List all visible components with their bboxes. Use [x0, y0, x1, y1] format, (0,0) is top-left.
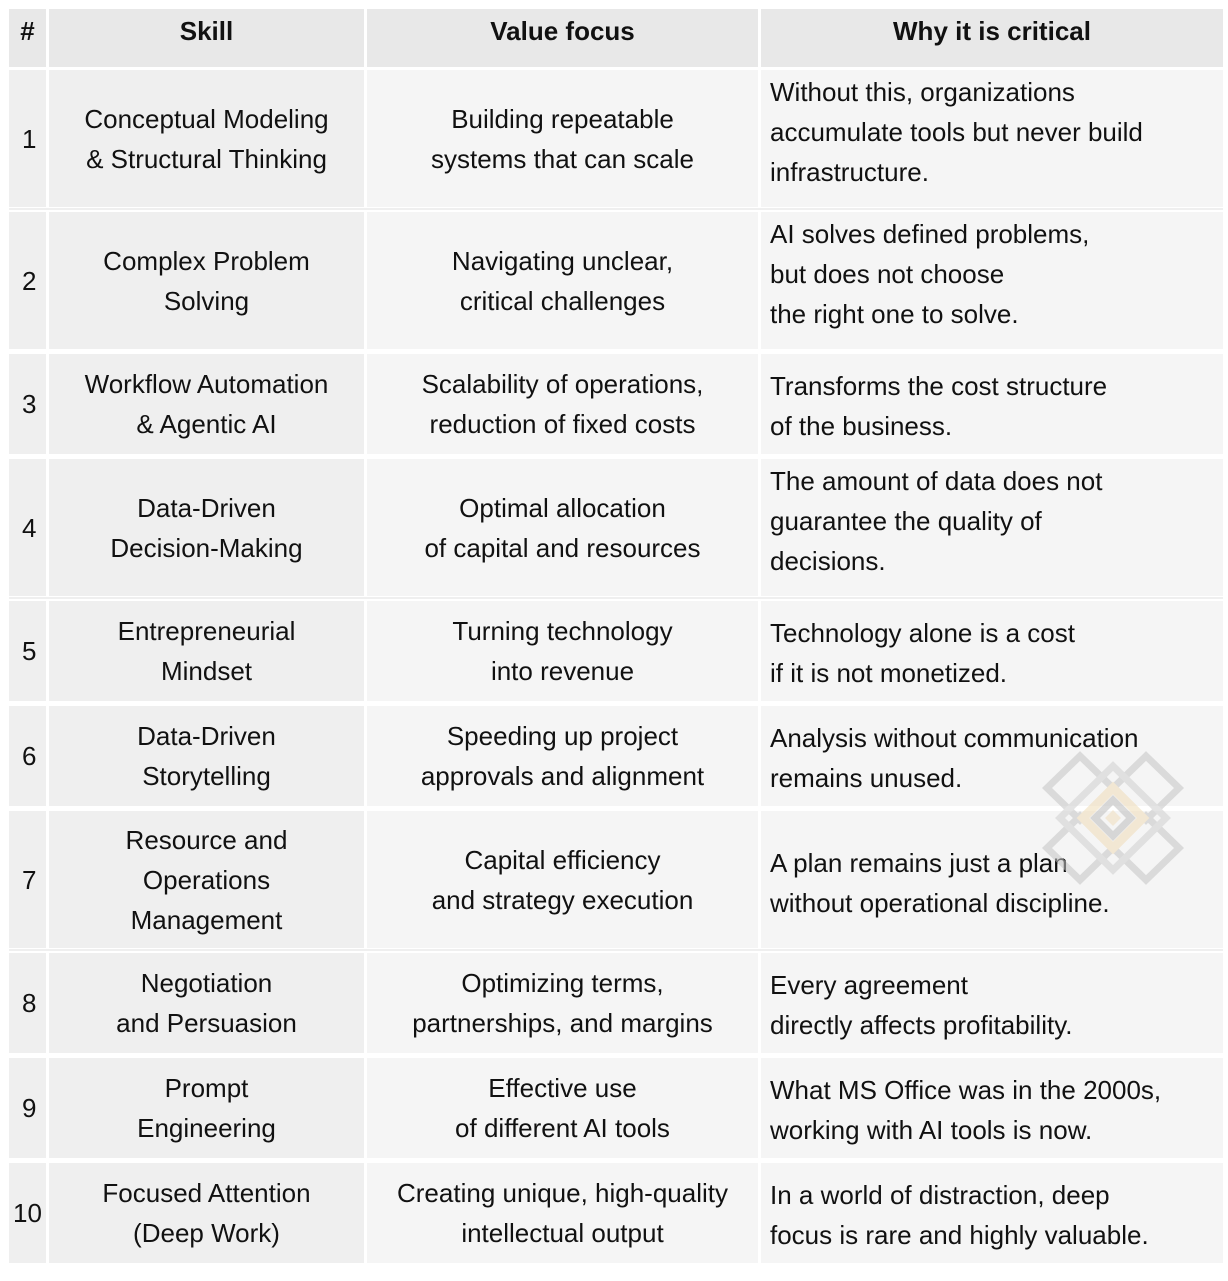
row-number: 9 — [9, 1058, 46, 1158]
why-critical-cell-line: Without this, organizations — [770, 77, 1075, 107]
skill-cell-line: Focused Attention — [102, 1178, 311, 1208]
why-critical-cell-line: accumulate tools but never build — [770, 117, 1143, 147]
value-focus-cell-line: reduction of fixed costs — [429, 409, 696, 439]
skill-cell — [49, 811, 364, 948]
value-focus-cell-line: Optimal allocation — [459, 492, 666, 523]
value-focus-cell — [367, 1163, 758, 1263]
skill-cell-line: & Structural Thinking — [86, 143, 327, 174]
skill-cell-line: Prompt — [164, 1073, 249, 1103]
value-focus-cell-line: Creating unique, high-quality — [397, 1178, 728, 1208]
value-focus-cell-line: intellectual output — [461, 1218, 664, 1248]
why-critical-cell — [761, 953, 1223, 1053]
value-focus-cell-line: Speeding up project — [446, 721, 679, 751]
skill-cell-line: Management — [130, 904, 283, 935]
skill-cell-line: (Deep Work) — [133, 1218, 280, 1248]
why-critical-cell-line: without operational discipline. — [770, 888, 1110, 918]
why-critical-cell-line: Analysis without communication — [770, 723, 1139, 753]
why-critical-cell-line: Technology alone is a cost — [770, 618, 1075, 648]
why-critical-cell — [761, 706, 1223, 806]
skills-table — [9, 9, 1220, 1263]
header-value-focus: Value focus — [367, 9, 758, 70]
value-focus-cell — [367, 811, 758, 948]
header-number: # — [9, 9, 46, 70]
row-number: 1 — [9, 70, 46, 207]
row-number: 3 — [9, 354, 46, 454]
why-critical-cell — [761, 811, 1223, 948]
value-focus-cell-line: Navigating unclear, — [451, 245, 674, 276]
skill-cell-line: and Persuasion — [116, 1008, 297, 1038]
skill-cell — [49, 354, 364, 454]
why-critical-cell-line: The amount of data does not — [770, 466, 1103, 496]
value-focus-cell-line: and strategy execution — [431, 884, 694, 915]
skill-cell-line: Resource and — [125, 824, 288, 855]
value-focus-cell — [367, 953, 758, 1053]
value-focus-cell-line: Effective use — [488, 1073, 637, 1103]
skill-cell-line: Negotiation — [140, 968, 273, 998]
why-critical-cell-line: directly affects profitability. — [770, 1010, 1073, 1040]
why-critical-cell — [761, 70, 1223, 207]
skill-cell-line: Engineering — [137, 1113, 276, 1143]
value-focus-cell-line: systems that can scale — [431, 143, 694, 174]
skill-cell-line: Data-Driven — [137, 721, 276, 751]
why-critical-cell-line: working with AI tools is now. — [770, 1115, 1093, 1145]
why-critical-cell-line: decisions. — [770, 546, 886, 576]
skill-cell — [49, 212, 364, 349]
skill-cell — [49, 706, 364, 806]
why-critical-cell — [761, 1058, 1223, 1158]
skill-cell-line: Conceptual Modeling — [84, 103, 329, 134]
header-skill: Skill — [49, 9, 364, 70]
skill-cell-line: Complex Problem — [103, 245, 310, 276]
row-number: 7 — [9, 811, 46, 948]
value-focus-cell — [367, 354, 758, 454]
why-critical-cell-line: guarantee the quality of — [770, 506, 1042, 536]
why-critical-cell-line: of the business. — [770, 411, 953, 441]
row-divider — [9, 1053, 1223, 1058]
why-critical-cell — [761, 459, 1223, 596]
value-focus-cell-line: critical challenges — [459, 285, 666, 316]
row-divider — [9, 1158, 1223, 1163]
row-number: 2 — [9, 212, 46, 349]
row-number: 4 — [9, 459, 46, 596]
row-divider — [9, 806, 1223, 811]
why-critical-cell-line: AI solves defined problems, — [770, 219, 1090, 249]
why-critical-cell-line: if it is not monetized. — [770, 658, 1007, 688]
value-focus-cell-line: Scalability of operations, — [421, 369, 704, 399]
value-focus-cell-line: of different AI tools — [455, 1113, 670, 1143]
why-critical-cell-line: infrastructure. — [770, 157, 929, 187]
row-number: 8 — [9, 953, 46, 1053]
value-focus-cell — [367, 212, 758, 349]
why-critical-cell-line: the right one to solve. — [770, 299, 1019, 329]
why-critical-cell-line: In a world of distraction, deep — [770, 1180, 1110, 1210]
skill-cell-line: Storytelling — [142, 761, 271, 791]
row-divider — [9, 596, 1223, 601]
why-critical-cell-line: but does not choose — [770, 259, 1005, 289]
why-critical-cell — [761, 1163, 1223, 1263]
value-focus-cell — [367, 459, 758, 596]
value-focus-cell-line: Optimizing terms, — [461, 968, 664, 998]
row-divider — [9, 948, 1223, 953]
value-focus-cell — [367, 706, 758, 806]
skill-cell — [49, 459, 364, 596]
skill-cell-line: Operations — [142, 864, 271, 895]
why-critical-cell — [761, 354, 1223, 454]
row-divider — [9, 349, 1223, 354]
why-critical-cell-line: Every agreement — [770, 970, 968, 1000]
row-divider — [9, 207, 1223, 212]
why-critical-cell — [761, 601, 1223, 701]
skill-cell — [49, 1163, 364, 1263]
value-focus-cell — [367, 1058, 758, 1158]
skill-cell — [49, 601, 364, 701]
skill-cell-line: Decision-Making — [110, 532, 303, 563]
why-critical-cell-line: Transforms the cost structure — [770, 371, 1108, 401]
why-critical-cell-line: remains unused. — [770, 763, 963, 793]
skill-cell — [49, 953, 364, 1053]
skill-cell-line: Data-Driven — [137, 492, 276, 523]
row-number: 6 — [9, 706, 46, 806]
why-critical-cell — [761, 212, 1223, 349]
skill-cell — [49, 70, 364, 207]
row-divider — [9, 454, 1223, 459]
why-critical-cell-line: What MS Office was in the 2000s, — [770, 1075, 1162, 1105]
value-focus-cell-line: into revenue — [490, 656, 635, 686]
value-focus-cell-line: approvals and alignment — [420, 761, 705, 791]
row-divider — [9, 701, 1223, 706]
skill-cell-line: Solving — [163, 285, 250, 316]
value-focus-cell-line: Building repeatable — [451, 103, 674, 134]
why-critical-cell-line: A plan remains just a plan — [770, 848, 1068, 878]
header-why-critical: Why it is critical — [761, 9, 1223, 70]
row-number: 10 — [9, 1163, 46, 1263]
skill-cell — [49, 1058, 364, 1158]
value-focus-cell-line: of capital and resources — [424, 532, 701, 563]
row-number: 5 — [9, 601, 46, 701]
why-critical-cell-line: focus is rare and highly valuable. — [770, 1220, 1149, 1250]
value-focus-cell-line: Turning technology — [452, 616, 673, 646]
value-focus-cell-line: partnerships, and margins — [412, 1008, 713, 1038]
value-focus-cell-line: Capital efficiency — [464, 844, 661, 875]
skill-cell-line: & Agentic AI — [136, 409, 277, 439]
skill-cell-line: Mindset — [160, 656, 253, 686]
skill-cell-line: Entrepreneurial — [117, 616, 296, 646]
value-focus-cell — [367, 601, 758, 701]
skill-cell-line: Workflow Automation — [84, 369, 329, 399]
value-focus-cell — [367, 70, 758, 207]
